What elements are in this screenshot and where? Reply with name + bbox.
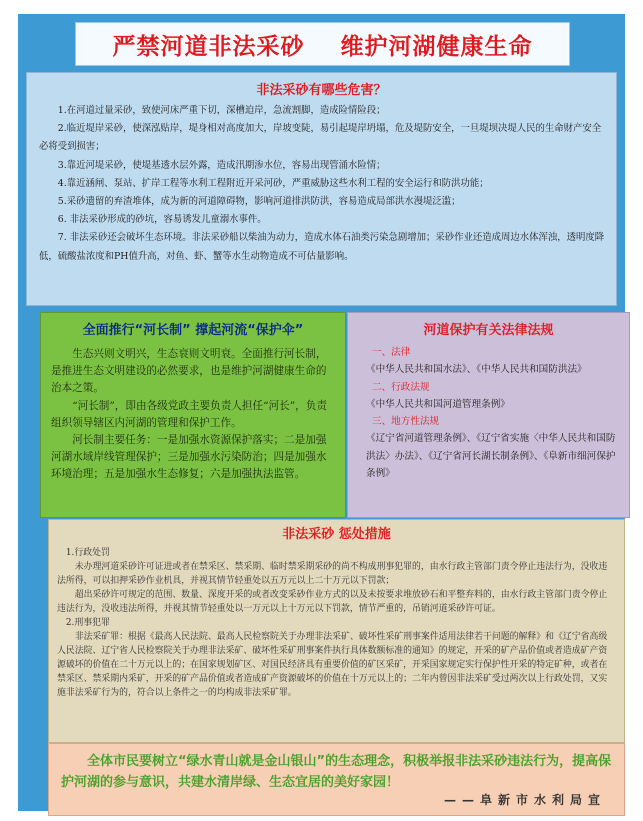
hazards-list: [39, 102, 606, 266]
appeal-signature: ——阜新市水利局宣: [443, 793, 606, 807]
penalty-subheading: 1.行政处罚: [65, 548, 110, 558]
penalties-heading: 非法采砂 惩处措施: [282, 527, 391, 542]
river-chief-body: [51, 346, 335, 484]
hazard-item: 1.在河道过量采砂，致使河床严重下切，深槽迫岸，急流割脚，造成险情险段；: [57, 105, 386, 116]
law-category: 二、行政法规: [372, 381, 430, 393]
penalty-subheading: 2.刑事犯罪: [65, 618, 110, 628]
page-title: 严禁河道非法采砂 维护河湖健康生命: [112, 33, 533, 60]
hazard-item: 4.靠近涵闸、泵站、扩岸工程等水利工程附近开采河砂，严重威胁这些水利工程的安全运行和防洪功能；: [57, 177, 489, 189]
river-chief-paragraph: 生态兴则文明兴，生态衰则文明衰。全面推行河长制，是推进生态文明建设的必然要求，也是维护河湖健康生命的治本之策。: [51, 348, 327, 395]
hazard-item: 7. 非法采砂还会破坏生态环境。非法采砂船以柴油为动力，造成水体石油类污染急剧增加；采砂作业还造成周边水体浑浊，透明度降低，硫酸盐浓度和PH值升高，对鱼、虾、蟹等水生动物造成不可估量影响。: [39, 232, 605, 262]
title-banner: [75, 22, 570, 66]
river-chief-paragraph: “河长制”，即由各级党政主要负责人担任“河长”，负责组织领导辖区内河湖的管理和保护工作。: [51, 399, 327, 429]
river-chief-paragraph: 河长制主要任务：一是加强水资源保护落实；二是加强河湖水域岸线管理保护；三是加强水污染防治；四是加强水环境治理；五是加强水生态修复；六是加强执法监管。: [51, 434, 327, 481]
law-items: 《中华人民共和国水法》、《中华人民共和国防洪法》: [366, 364, 587, 376]
law-category: 三、地方性法规: [372, 416, 440, 428]
laws-body: [360, 344, 619, 482]
laws-heading: 河道保护有关法律法规: [423, 323, 554, 338]
appeal-text: 全体市民要树立“绿水青山就是金山银山”的生态理念，积极举报非法采砂违法行为，提高保护河湖的参与意识，共建水清岸绿、生态宜居的美好家园！: [61, 754, 612, 790]
penalty-paragraph: 未办理河道采砂许可证进或者在禁采区、禁采期、临时禁采期采砂的尚不构成刑事犯罪的，由水行政主管部门责令停止违法行为，没收违法所得，可以扣押采砂作业机具，并视其情节轻重处以五万元以上二十万元以下罚款；: [57, 562, 608, 586]
hazard-item: 2.临近堤岸采砂，使深泓贴岸，堤身相对高度加大，岸坡变陡，易引起堤岸坍塌，危及堤防安全，一旦堤坝决堤人民的生命财产安全必将受到损害；: [39, 123, 602, 153]
river-chief-panel: [40, 312, 346, 518]
hazards-panel: [26, 72, 617, 306]
hazards-heading: 非法采砂有哪些危害？: [256, 83, 387, 98]
poster: [18, 14, 625, 811]
penalties-panel: [48, 519, 625, 743]
penalties-body: [57, 546, 616, 700]
hazard-item: 5.采砂遗留的弃渣堆体，成为新的河道障碍物，影响河道排洪防洪，容易造成局部洪水漫堤泛滥；: [57, 196, 461, 208]
penalty-paragraph: 超出采砂许可规定的范围、数量、深度开采的或者改变采砂作业方式的以及未按要求堆放砂石和平整弃料的，由水行政主管部门责令停止违法行为，没收违法所得，并视其情节轻重处以一万元以上十万元以下罚款，情节严重的，吊销河道采砂许可证。: [57, 590, 608, 614]
appeal-panel: [48, 743, 625, 816]
law-category: 一、法律: [372, 347, 411, 358]
river-chief-heading: 全面推行“河长制” 撑起河流“保护伞”: [82, 323, 304, 338]
hazard-item: 3.靠近河堤采砂，使堤基透水层外露，造成汛期渗水位，容易出现管涌水险情；: [57, 159, 386, 171]
laws-panel: [347, 312, 630, 518]
hazard-item: 6. 非法采砂形成的砂坑，容易诱发儿童溺水事件。: [57, 214, 267, 226]
penalty-paragraph: 非法采矿罪：根据《最高人民法院、最高人民检察院关于办理非法采矿、破坏性采矿刑事案件适用法律若干问题的解释》和《辽宁省高级人民法院、辽宁省人民检察院关于办理非法采矿、破坏性采矿刑事案件执行具体数额标准的通知》的规定，开采的矿产品价值或者造成矿产资源破坏的价值在二十万元以上的；在国家规划矿区、对国民经济具有重要价值的矿区采矿，开采国家规定实行保护性开采的特定矿种，或者在禁采区、禁采期内采矿，开采的矿产品价值或者造成矿产资源破坏的价值在十万元以上的；二年内曾因非法采矿受过两次以上行政处罚，又实施非法采矿行为的，符合以上条件之一的均构成非法采矿罪。: [57, 632, 608, 698]
law-items: 《辽宁省河道管理条例》、《辽宁省实施〈中华人民共和国防洪法〉办法》、《辽宁省河长湖长制条例》、《阜新市细河保护条例》: [366, 433, 616, 480]
law-items: 《中华人民共和国河道管理条例》: [366, 398, 510, 410]
